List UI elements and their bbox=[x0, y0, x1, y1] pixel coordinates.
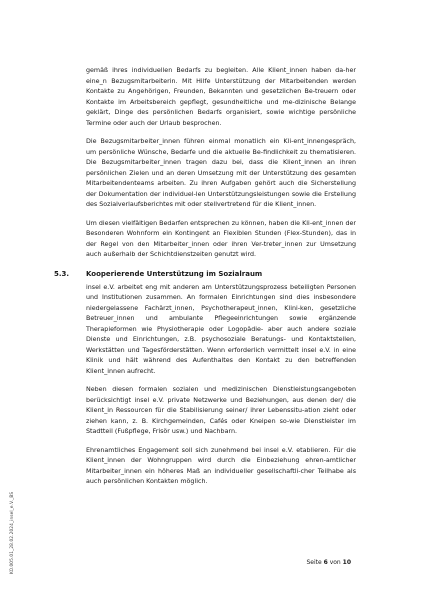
page-prefix: Seite bbox=[306, 559, 322, 566]
current-page: 6 bbox=[323, 559, 328, 566]
page-body bbox=[54, 66, 356, 496]
section-title: Kooperierende Unterstützung im Sozialraum bbox=[86, 269, 263, 278]
paragraph: Die Bezugsmitarbeiter_innen führen einmal monatlich ein Kli-ent_innengespräch, um persönliche Wünsche, Bedarfe und die aktuelle Be-findlichkeit zu thematisieren. Die Bezugsmitarbeiter_innen tragen dazu bei, dass die Klient_innen an ihren persönlichen Zielen und an deren Umsetzung mit der Unterstützung des gesamten Mitarbeitendenteams arbeiten. Zu ihren Aufgaben gehört auch die Sicherstellung der Dokumentation der individuel-len Unterstützungsleistungen sowie die Erstellung des Sozialverlaufsberichtes mit oder stellvertretend für die Klient_innen. bbox=[86, 138, 356, 208]
total-pages: 10 bbox=[342, 559, 351, 566]
page-of: von bbox=[329, 559, 341, 566]
paragraph: insel e.V. arbeitet eng mit anderen am Unterstützungsprozess beteiligten Personen und Institutionen zusammen. An formalen Einrichtungen sind dies insbesondere niedergelassene Fachärzt_innen, Psychotherapeut_innen, Klini-ken, gesetzliche Betreuer_innen und ambulante Pflegeeinrichtungen sowie ergänzende Therapieformen wie Physiotherapie oder Logopädie- aber auch andere soziale Dienste und Einrichtungen, z.B. psychosoziale Beratungs- und Kontaktstellen, Werkstätten und Tagesförderstätten. Wenn erforderlich vermittelt insel e.V. in eine Klinik und hält während des Aufenthaltes den Kontakt zu den betreffenden Klient_innen aufrecht. bbox=[86, 283, 356, 375]
paragraph: Neben diesen formalen sozialen und medizinischen Dienstleistungsangeboten berücksichtigt insel e.V. private Netzwerke und Beziehungen, aus denen der/ die Klient_in Ressourcen für die Stabilisierung seiner/ ihrer Lebenssitu-ation zieht oder ziehen kann, z. B. Kirchgemeinden, Cafés oder Kneipen so-wie Dienstleister im Stadtteil (Fußpflege, Frisör usw.) und Nachbarn. bbox=[86, 386, 356, 435]
paragraph: Um diesen vielfältigen Bedarfen entsprechen zu können, haben die Kli-ent_innen der Besonderen Wohnform ein Kontingent an Flexiblen Stunden (Flex-Stunden), das in der Regel von den Mitarbeiter_innen oder ihren Ver-treter_innen zur Umsetzung auch außerhalb der Schichtdienstzeiten genutzt wird. bbox=[86, 219, 356, 258]
section-number: 5.3. bbox=[54, 269, 70, 278]
paragraph: Ehrenamtliches Engagement soll sich zunehmend bei insel e.V. etablieren. Für die Klient_innen der Wohngruppen wird durch die Einbeziehung ehren-amtlicher Mitarbeiter_innen ein höheres Maß an individueller gesellschaftli-cher Teilhabe als auch persönlichen Kontakten möglich. bbox=[86, 446, 356, 485]
document-code: KO.005.01_28.02.2024_insel_e.V._BS bbox=[10, 491, 15, 574]
section-heading bbox=[54, 269, 356, 279]
page-number bbox=[306, 559, 351, 566]
paragraph: gemäß ihres individuellen Bedarfs zu begleiten. Alle Klient_innen haben da-her eine_n Bezugsmitarbeiterin. Mit Hilfe Unterstützung der Mitarbeitenden werden Kontakte zu Angehörigen, Freunden, Bekannten und gesetzlichen Be-treuern oder Kontakte im Arbeitsbereich gepflegt, gesundheitliche und me-dizinische Belange geklärt, Dinge des persönlichen Bedarfs organisiert, sowie wichtige persönliche Termine oder auch der Urlaub besprochen. bbox=[86, 67, 356, 127]
